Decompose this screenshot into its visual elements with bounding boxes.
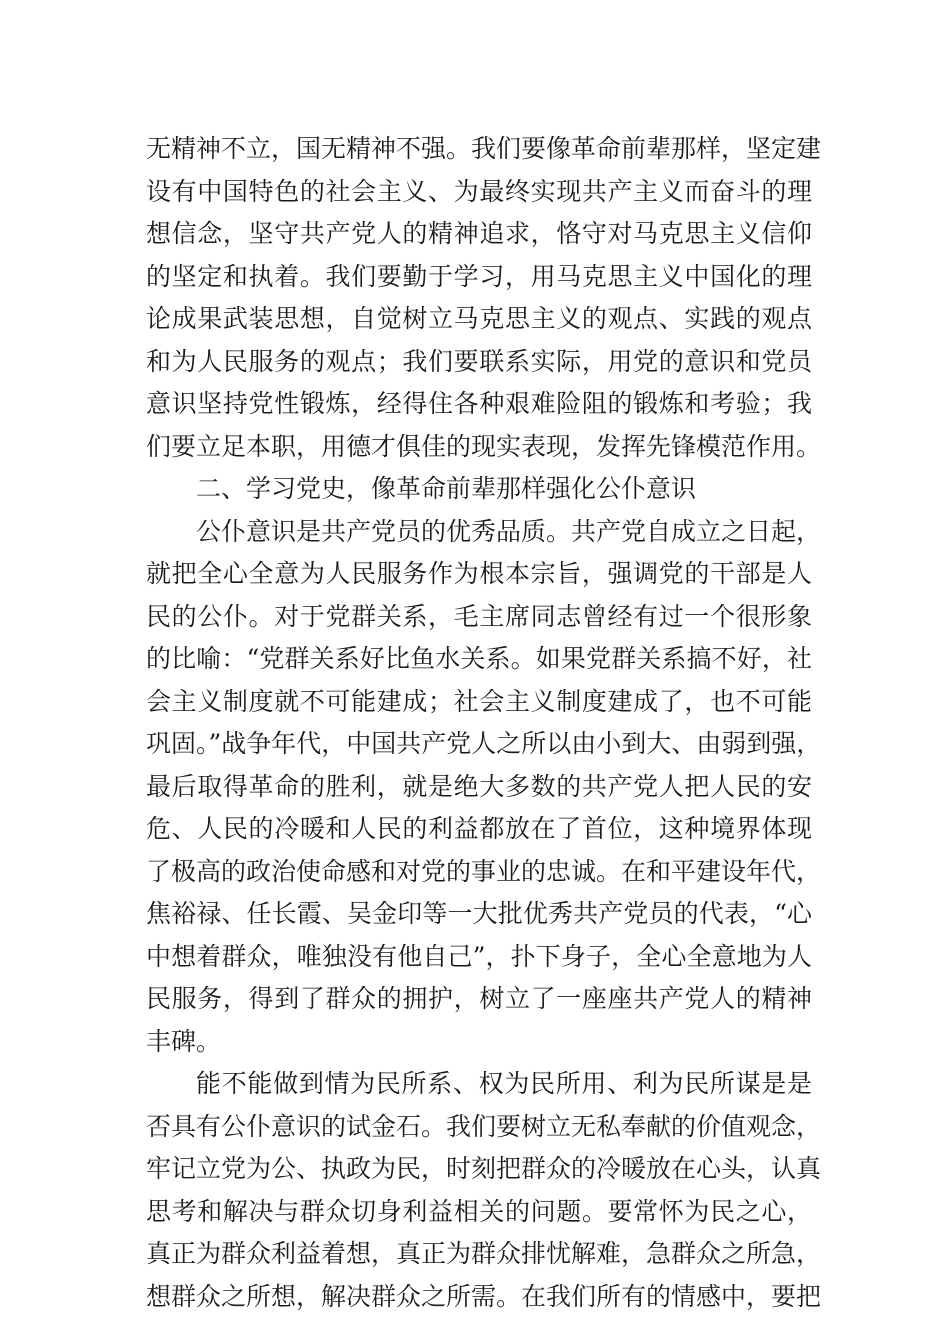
text-line: 的坚定和执着。我们要勤于学习，用马克思主义中国化的理 [146,261,812,291]
text-line: 丰碑。 [146,1026,222,1056]
text-line: 牢记立党为公、执政为民，时刻把群众的冷暖放在心头，认真 [146,1154,822,1183]
text-line: 了极高的政治使命感和对党的事业的忠诚。在和平建设年代， [146,856,822,886]
paragraph-2 [146,511,822,1064]
text-line: 们要立足本职，用德才俱佳的现实表现，发挥先锋模范作用。 [146,431,822,461]
text-line: 论成果武装思想，自觉树立马克思主义的观点、实践的观点 [146,304,812,333]
text-line: 意识坚持党性锻炼，经得住各种艰难险阻的锻炼和考验；我 [146,389,812,418]
text-line: 能不能做到情为民所系、权为民所用、利为民所谋是是 [196,1069,812,1098]
text-line: 和为人民服务的观点；我们要联系实际，用党的意识和党员 [146,346,812,376]
text-line: 真正为群众利益着想，真正为群众排忧解难，急群众之所急， [146,1239,822,1268]
section-heading [146,468,812,511]
text-line: 危、人民的冷暖和人民的利益都放在了首位，这种境界体现 [146,814,812,843]
text-line: 焦裕禄、任长霞、吴金印等一大批优秀共产党员的代表，“心 [146,899,812,928]
text-line: 否具有公仆意识的试金石。我们要树立无私奉献的价值观念， [146,1111,822,1141]
text-line: 公仆意识是共产党员的优秀品质。共产党自成立之日起， [196,516,822,546]
text-line: 就把全心全意为人民服务作为根本宗旨，强调党的干部是人 [146,559,812,588]
text-line: 无精神不立，国无精神不强。我们要像革命前辈那样，坚定建 [146,134,822,163]
text-line: 中想着群众，唯独没有他自己”，扑下身子，全心全意地为人 [146,941,812,971]
text-line: 想信念，坚守共产党人的精神追求，恪守对马克思主义信仰 [146,219,812,248]
text-line: 民的公仆。对于党群关系，毛主席同志曾经有过一个很形象 [146,601,812,631]
text-line: 会主义制度就不可能建成；社会主义制度建成了，也不可能 [146,686,812,716]
text-line: 民服务，得到了群众的拥护，树立了一座座共产党人的精神 [146,984,812,1013]
heading-text: 二、学习党史，像革命前辈那样强化公仆意识 [196,474,697,503]
text-line: 巩固。”战争年代，中国共产党人之所以由小到大、由弱到强， [146,729,822,758]
paragraph-1 [146,128,822,468]
document-body [146,128,822,1318]
text-line: 的比喻：“党群关系好比鱼水关系。如果党群关系搞不好，社 [146,644,812,673]
text-line: 想群众之所想，解决群众之所需。在我们所有的情感中，要把 [146,1281,822,1311]
text-line: 设有中国特色的社会主义、为最终实现共产主义而奋斗的理 [146,176,812,206]
paragraph-3 [146,1063,822,1318]
text-line: 最后取得革命的胜利，就是绝大多数的共产党人把人民的安 [146,771,812,801]
text-line: 思考和解决与群众切身利益相关的问题。要常怀为民之心， [146,1196,812,1226]
